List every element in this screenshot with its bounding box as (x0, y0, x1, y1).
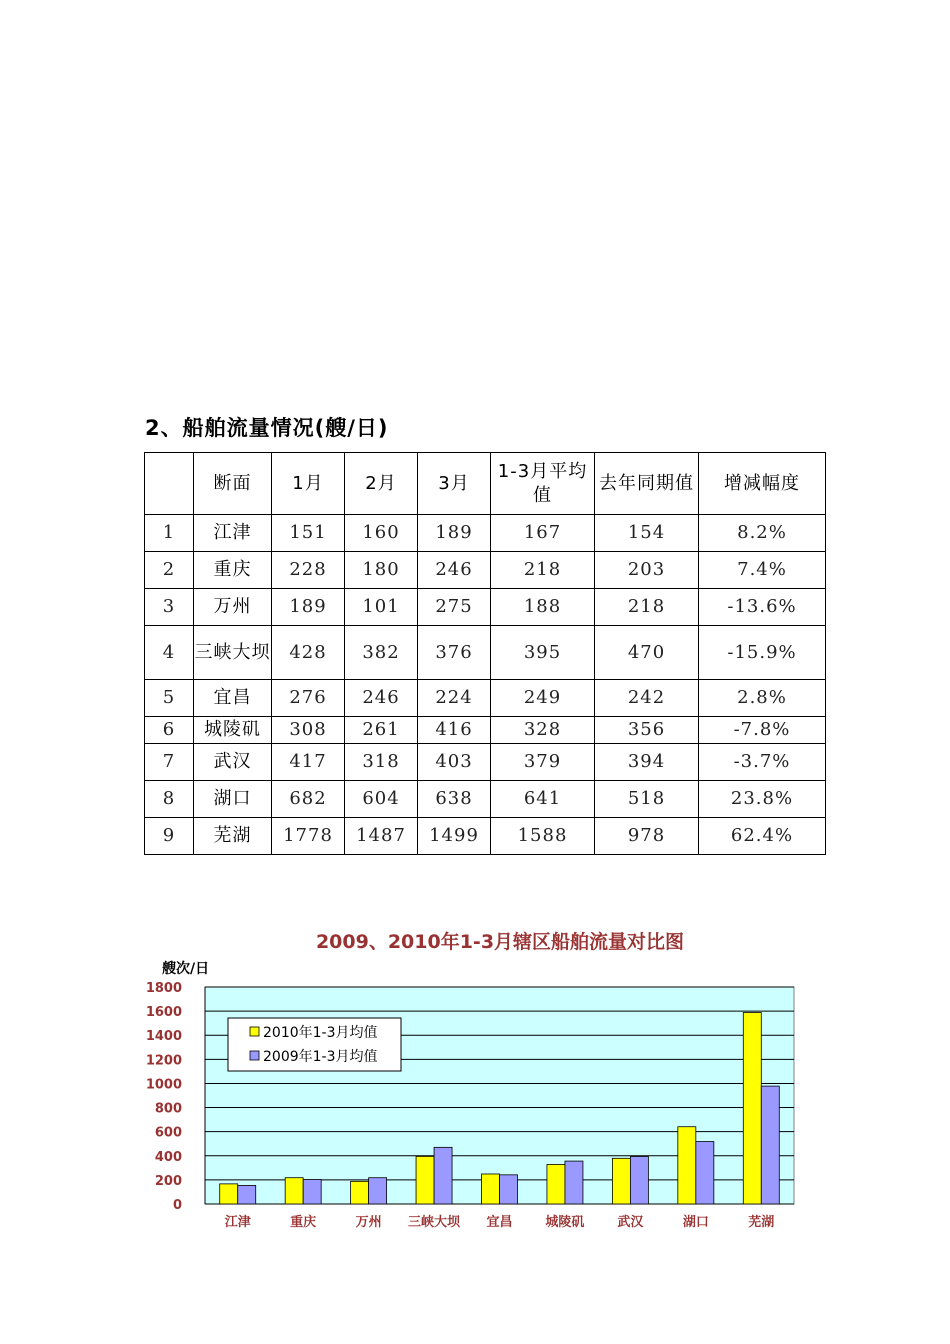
flow-comparison-chart (140, 920, 820, 1250)
table-cell: 379 (491, 744, 595, 781)
table-cell: 4 (145, 626, 194, 680)
bar-2010 (547, 1164, 565, 1204)
table-cell: 160 (345, 515, 418, 552)
legend-label: 2009年1-3月均值 (263, 1049, 378, 1065)
table-cell: 1588 (491, 818, 595, 855)
table-cell: 62.4% (699, 818, 826, 855)
table-cell: 1487 (345, 818, 418, 855)
table-cell: 7.4% (699, 552, 826, 589)
table-cell: 978 (595, 818, 699, 855)
table-cell: 682 (272, 781, 345, 818)
table-cell: 180 (345, 552, 418, 589)
bar-2009 (369, 1178, 387, 1204)
bar-2009 (303, 1180, 321, 1204)
y-tick-label: 200 (154, 1173, 182, 1189)
table-cell: 189 (418, 515, 491, 552)
bar-2009 (434, 1147, 452, 1204)
table-cell: 604 (345, 781, 418, 818)
table-header-cell: 1-3月平均值 (491, 453, 595, 515)
table-cell: 382 (345, 626, 418, 680)
table-cell: 151 (272, 515, 345, 552)
section-name-cell: 三峡大坝 (194, 626, 272, 680)
y-tick-label: 1400 (145, 1029, 182, 1045)
section-name-cell: 湖口 (194, 781, 272, 818)
table-cell: 356 (595, 717, 699, 744)
table-cell: 218 (491, 552, 595, 589)
table-cell: 101 (345, 589, 418, 626)
table-header-cell (145, 453, 194, 515)
bar-2009 (696, 1142, 714, 1204)
table-cell: 416 (418, 717, 491, 744)
table-cell: -7.8% (699, 717, 826, 744)
bar-2010 (416, 1156, 434, 1204)
x-tick-label: 重庆 (290, 1215, 317, 1230)
bar-2009 (500, 1175, 518, 1204)
table-header-cell: 断面 (194, 453, 272, 515)
table-header-cell: 去年同期值 (595, 453, 699, 515)
table-cell: 8.2% (699, 515, 826, 552)
y-tick-label: 1600 (145, 1005, 182, 1021)
bar-2010 (743, 1013, 761, 1204)
table-cell: 1 (145, 515, 194, 552)
table-cell: 249 (491, 680, 595, 717)
table-row (145, 744, 826, 781)
table-row (145, 589, 826, 626)
table-cell: 246 (418, 552, 491, 589)
table-header-row (145, 453, 826, 515)
y-tick-label: 800 (154, 1101, 182, 1117)
table-cell: 428 (272, 626, 345, 680)
bar-2010 (612, 1158, 630, 1204)
x-tick-label: 芜湖 (748, 1215, 775, 1230)
y-tick-label: 600 (154, 1125, 182, 1141)
y-tick-label: 1000 (145, 1077, 182, 1093)
section-name-cell: 重庆 (194, 552, 272, 589)
legend-label: 2010年1-3月均值 (263, 1025, 378, 1041)
table-cell: 218 (595, 589, 699, 626)
table-cell: 242 (595, 680, 699, 717)
table-cell: 403 (418, 744, 491, 781)
table-cell: 203 (595, 552, 699, 589)
table-cell: 638 (418, 781, 491, 818)
legend-swatch (250, 1051, 259, 1060)
table-cell: 189 (272, 589, 345, 626)
table-header-cell: 增减幅度 (699, 453, 826, 515)
table-row (145, 680, 826, 717)
table-cell: 2 (145, 552, 194, 589)
table-cell: 7 (145, 744, 194, 781)
table-cell: 8 (145, 781, 194, 818)
table-cell: 167 (491, 515, 595, 552)
bar-2010 (351, 1181, 369, 1204)
ship-flow-table (144, 452, 826, 855)
bar-2010 (678, 1127, 696, 1204)
chart-title: 2009、2010年1-3月辖区船舶流量对比图 (315, 931, 685, 953)
section-name-cell: 武汉 (194, 744, 272, 781)
section-name-cell: 城陵矶 (194, 717, 272, 744)
bar-2010 (482, 1174, 500, 1204)
table-row (145, 552, 826, 589)
table-cell: 394 (595, 744, 699, 781)
table-cell: 470 (595, 626, 699, 680)
table-cell: 154 (595, 515, 699, 552)
table-cell: 246 (345, 680, 418, 717)
bar-2010 (220, 1184, 238, 1204)
chart-svg (140, 920, 820, 1250)
bar-2009 (761, 1086, 779, 1204)
section-name-cell: 江津 (194, 515, 272, 552)
section-name-cell: 宜昌 (194, 680, 272, 717)
legend-swatch (250, 1027, 259, 1036)
x-tick-label: 三峡大坝 (408, 1215, 461, 1230)
table-cell: 5 (145, 680, 194, 717)
y-tick-label: 1200 (145, 1053, 182, 1069)
table-cell: 276 (272, 680, 345, 717)
y-tick-label: 1800 (145, 981, 182, 996)
table-cell: 1499 (418, 818, 491, 855)
table-row (145, 515, 826, 552)
table-cell: 417 (272, 744, 345, 781)
table-cell: -13.6% (699, 589, 826, 626)
table-cell: 308 (272, 717, 345, 744)
y-tick-label: 0 (172, 1198, 182, 1213)
table-cell: -3.7% (699, 744, 826, 781)
table-cell: 23.8% (699, 781, 826, 818)
table-row (145, 626, 826, 680)
table-cell: 228 (272, 552, 345, 589)
table-cell: 395 (491, 626, 595, 680)
table-header-cell: 3月 (418, 453, 491, 515)
section-name-cell: 芜湖 (194, 818, 272, 855)
table-cell: 3 (145, 589, 194, 626)
table-cell: 1778 (272, 818, 345, 855)
table-cell: 9 (145, 818, 194, 855)
table-row (145, 818, 826, 855)
table-cell: 6 (145, 717, 194, 744)
x-tick-label: 城陵矶 (545, 1215, 585, 1230)
table-cell: 261 (345, 717, 418, 744)
y-tick-label: 400 (154, 1149, 182, 1165)
bar-2009 (630, 1157, 648, 1204)
bar-2009 (565, 1161, 583, 1204)
bar-2009 (238, 1185, 256, 1204)
table-cell: 318 (345, 744, 418, 781)
table-row (145, 781, 826, 818)
y-axis-label: 艘次/日 (162, 961, 210, 977)
table-cell: 2.8% (699, 680, 826, 717)
table-cell: 641 (491, 781, 595, 818)
table-cell: 328 (491, 717, 595, 744)
table-cell: 518 (595, 781, 699, 818)
table-cell: 275 (418, 589, 491, 626)
bar-2010 (285, 1178, 303, 1204)
table-cell: -15.9% (699, 626, 826, 680)
section-name-cell: 万州 (194, 589, 272, 626)
table-row (145, 717, 826, 744)
x-tick-label: 万州 (355, 1215, 382, 1230)
table-cell: 376 (418, 626, 491, 680)
table-header-cell: 1月 (272, 453, 345, 515)
x-tick-label: 宜昌 (486, 1215, 513, 1230)
x-tick-label: 武汉 (617, 1215, 644, 1230)
table-header-cell: 2月 (345, 453, 418, 515)
table-cell: 224 (418, 680, 491, 717)
table-cell: 188 (491, 589, 595, 626)
x-tick-label: 江津 (224, 1215, 251, 1230)
section-heading: 2、船舶流量情况(艘/日) (145, 416, 389, 440)
x-tick-label: 湖口 (682, 1215, 709, 1230)
